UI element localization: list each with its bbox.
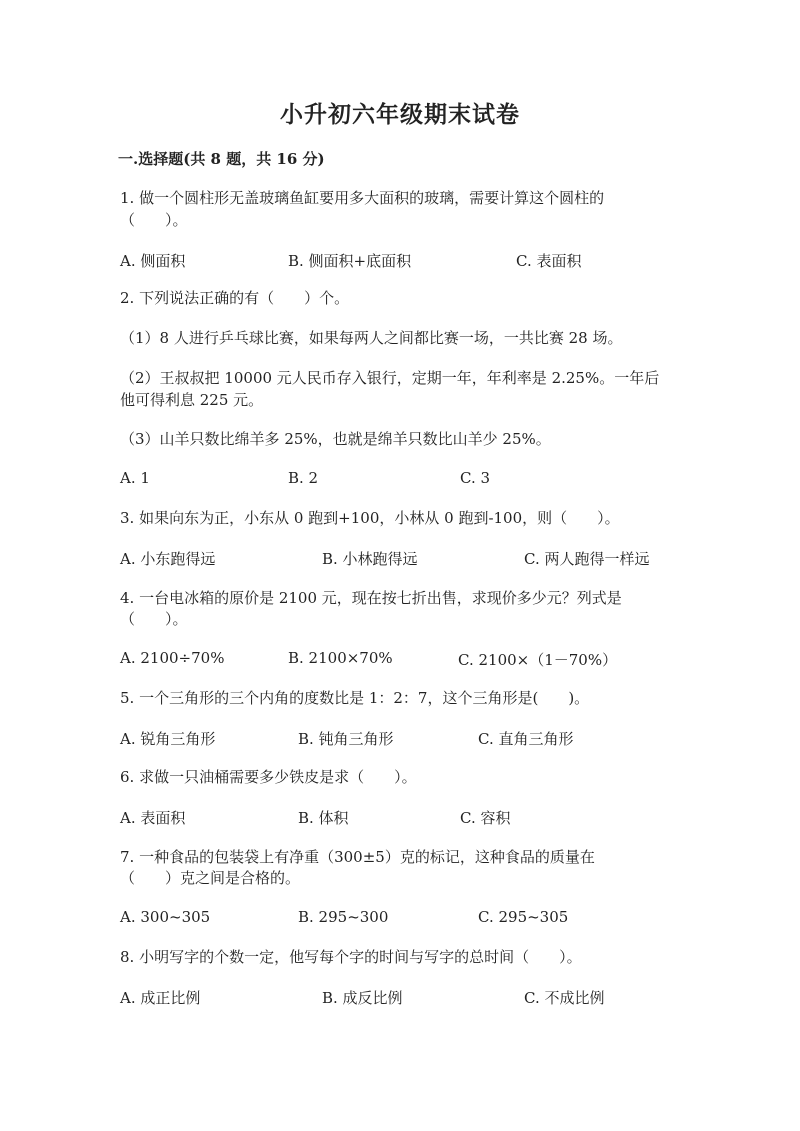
question-3-option-a: A. 小东跑得远 <box>120 550 216 568</box>
question-2-statement-2-cont: 他可得利息 225 元。 <box>120 391 264 409</box>
question-5-option-a: A. 锐角三角形 <box>120 730 216 748</box>
exam-title: 小升初六年级期末试卷 <box>280 101 520 128</box>
question-6-option-c: C. 容积 <box>460 809 511 827</box>
question-4-line-2: （ ）。 <box>120 610 188 628</box>
question-3-line-1: 3. 如果向东为正，小东从 0 跑到+100，小林从 0 跑到-100，则（ ）。 <box>120 509 620 527</box>
question-1-option-c: C. 表面积 <box>516 252 582 270</box>
question-5-option-b: B. 钝角三角形 <box>298 730 394 748</box>
question-6-option-b: B. 体积 <box>298 809 349 827</box>
question-3-option-c: C. 两人跑得一样远 <box>524 550 650 568</box>
question-1-line-2: （ ）。 <box>120 211 188 229</box>
question-7-line-2: （ ）克之间是合格的。 <box>120 869 301 887</box>
question-8-line-1: 8. 小明写字的个数一定，他写每个字的时间与写字的总时间（ ）。 <box>120 948 582 966</box>
question-2-statement-3: （3）山羊只数比绵羊多 25%，也就是绵羊只数比山羊少 25%。 <box>120 430 551 448</box>
question-1-option-b: B. 侧面积+底面积 <box>288 252 412 270</box>
question-7-line-1: 7. 一种食品的包装袋上有净重（300±5）克的标记，这种食品的质量在 <box>120 848 595 866</box>
question-3-option-b: B. 小林跑得远 <box>322 550 418 568</box>
question-7-option-b: B. 295~300 <box>298 908 389 926</box>
question-7-option-a: A. 300~305 <box>120 908 211 926</box>
question-4-option-b: B. 2100×70% <box>288 649 393 667</box>
question-1-line-1: 1. 做一个圆柱形无盖玻璃鱼缸要用多大面积的玻璃，需要计算这个圆柱的 <box>120 189 605 207</box>
question-2-statement-2: （2）王叔叔把 10000 元人民币存入银行，定期一年，年利率是 2.25%。一年后 <box>120 369 660 387</box>
question-6-option-a: A. 表面积 <box>120 809 186 827</box>
question-4-option-a: A. 2100÷70% <box>120 649 225 667</box>
question-5-option-c: C. 直角三角形 <box>478 730 574 748</box>
question-1-option-a: A. 侧面积 <box>120 252 186 270</box>
question-5-line-1: 5. 一个三角形的三个内角的度数比是 1：2：7，这个三角形是( )。 <box>120 689 590 707</box>
question-2-option-a: A. 1 <box>120 469 150 487</box>
question-8-option-a: A. 成正比例 <box>120 989 201 1007</box>
question-4-line-1: 4. 一台电冰箱的原价是 2100 元，现在按七折出售，求现价多少元？列式是 <box>120 589 622 607</box>
question-8-option-c: C. 不成比例 <box>524 989 605 1007</box>
question-2-option-c: C. 3 <box>460 469 491 487</box>
section-heading: 一.选择题(共 8 题，共 16 分) <box>118 150 325 168</box>
question-7-option-c: C. 295~305 <box>478 908 569 926</box>
question-2-statement-1: （1）8 人进行乒乓球比赛，如果每两人之间都比赛一场，一共比赛 28 场。 <box>120 329 623 347</box>
question-2-option-b: B. 2 <box>288 469 319 487</box>
question-2-line-1: 2. 下列说法正确的有（ ）个。 <box>120 289 350 307</box>
question-4-option-c: C. 2100×（1－70%） <box>458 651 618 669</box>
question-8-option-b: B. 成反比例 <box>322 989 403 1007</box>
question-6-line-1: 6. 求做一只油桶需要多少铁皮是求（ ）。 <box>120 768 417 786</box>
